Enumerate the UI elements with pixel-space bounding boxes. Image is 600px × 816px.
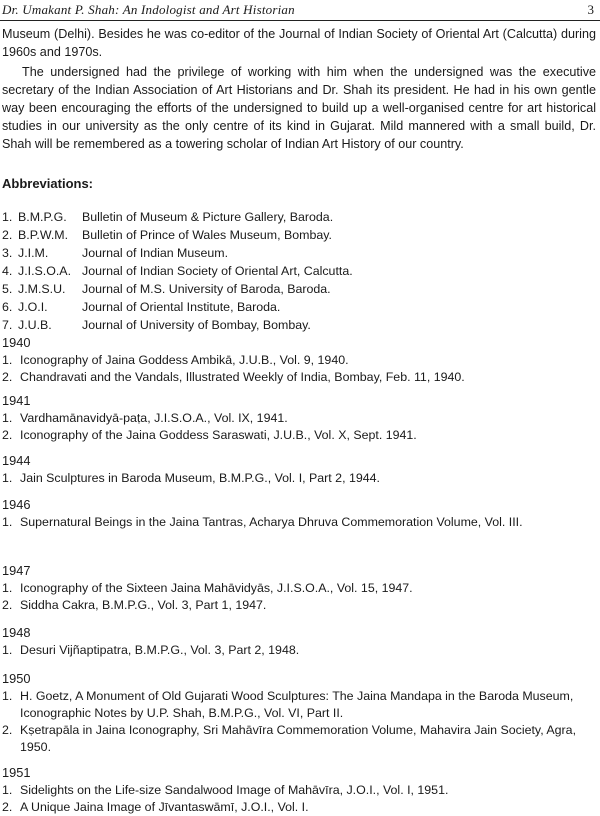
bibliography-entry: 1. Jain Sculptures in Baroda Museum, B.M.P.G., Vol. I, Part 2, 1944. [2,471,380,485]
bibliography-entry: 1. Iconography of the Sixteen Jaina Mahāvidyās, J.I.S.O.A., Vol. 15, 1947. [2,581,413,595]
year-section-1941 [0,392,600,444]
abbreviation-item: 4. J.I.S.O.A. Journal of Indian Society of Oriental Art, Calcutta. [2,264,353,278]
paragraph-continued: Museum (Delhi). Besides he was co-editor of the Journal of Indian Society of Oriental Art (Calcutta) during 1960s and 1970s. [2,27,596,59]
abbreviation-item: 6. J.O.I. Journal of Oriental Institute, Baroda. [2,300,281,314]
abbreviation-item: 5. J.M.S.U. Journal of M.S. University of Baroda, Baroda. [2,282,331,296]
year-heading: 1947 [2,563,31,578]
year-heading: 1950 [2,671,31,686]
year-section-1944 [0,452,600,487]
running-header [0,2,600,21]
year-heading: 1940 [2,335,31,350]
abbreviation-item: 7. J.U.B. Journal of University of Bombay, Bombay. [2,318,311,332]
bibliography-entry: 1. Desuri Vijñaptipatra, B.M.P.G., Vol. 3, Part 2, 1948. [2,643,300,657]
page-number: 3 [587,2,594,17]
abbreviations-list [2,208,598,334]
year-heading: 1951 [2,765,31,780]
bibliography-entry: 2. Chandravati and the Vandals, Illustrated Weekly of India, Bombay, Feb. 11, 1940. [2,370,465,384]
year-heading: 1946 [2,497,31,512]
bibliography-entry: 2. Siddha Cakra, B.M.P.G., Vol. 3, Part 1, 1947. [2,598,267,612]
year-heading: 1944 [2,453,31,468]
bibliography-entry: 1. Sidelights on the Life-size Sandalwood Image of Mahāvīra, J.O.I., Vol. I, 1951. [2,783,449,797]
bibliography-entry: 1. Vardhamānavidyā-paṭa, J.I.S.O.A., Vol. IX, 1941. [2,411,288,425]
year-section-1946 [0,496,600,531]
abbreviations-heading: Abbreviations: [2,176,94,191]
abbreviation-item: 1. B.M.P.G. Bulletin of Museum & Picture Gallery, Baroda. [2,210,334,224]
running-title: Dr. Umakant P. Shah: An Indologist and Art Historian [2,2,295,17]
bibliography-entry: 2. Kṣetrapāla in Jaina Iconography, Sri Mahāvīra Commemoration Volume, Mahavira Jain Society, Agra, 1950. [2,723,577,754]
year-heading: 1941 [2,393,31,408]
year-heading: 1948 [2,625,31,640]
year-section-1948 [0,624,600,659]
year-section-1951 [0,764,600,816]
bibliography-entry: 1. Supernatural Beings in the Jaina Tantras, Acharya Dhruva Commemoration Volume, Vol. III. [2,515,523,529]
bibliography-entry: 1. Iconography of Jaina Goddess Ambikā, J.U.B., Vol. 9, 1940. [2,353,349,367]
bibliography-entry: 2. A Unique Jaina Image of Jīvantaswāmī, J.O.I., Vol. I. [2,800,309,814]
bibliography-entry: 2. Iconography of the Jaina Goddess Saraswati, J.U.B., Vol. X, Sept. 1941. [2,428,417,442]
abbreviation-item: 2. B.P.W.M. Bulletin of Prince of Wales Museum, Bombay. [2,228,332,242]
year-section-1950 [0,670,600,756]
abbreviation-item: 3. J.I.M. Journal of Indian Museum. [2,246,229,260]
paragraph-tribute: The undersigned had the privilege of working with him when the undersigned was the executive secretary of the Indian Association of Art Historians and Dr. Shah its president. He had in his own gentle way been encouraging the efforts of the undersigned to build up a well-organised centre for art historical studies in our university as the only centre of its kind in Gujarat. Mild mannered with a small build, Dr. Shah will be remembered as a towering scholar of Indian Art History of our country. [2,65,596,151]
year-section-1947 [0,562,600,614]
bibliography-entry: 1. H. Goetz, A Monument of Old Gujarati Wood Sculptures: The Jaina Mandapa in the Baroda Museum, Iconographic Notes by U.P. Shah, B.M.P.G., Vol. VI, Part II. [2,689,574,720]
year-section-1940 [0,334,600,386]
